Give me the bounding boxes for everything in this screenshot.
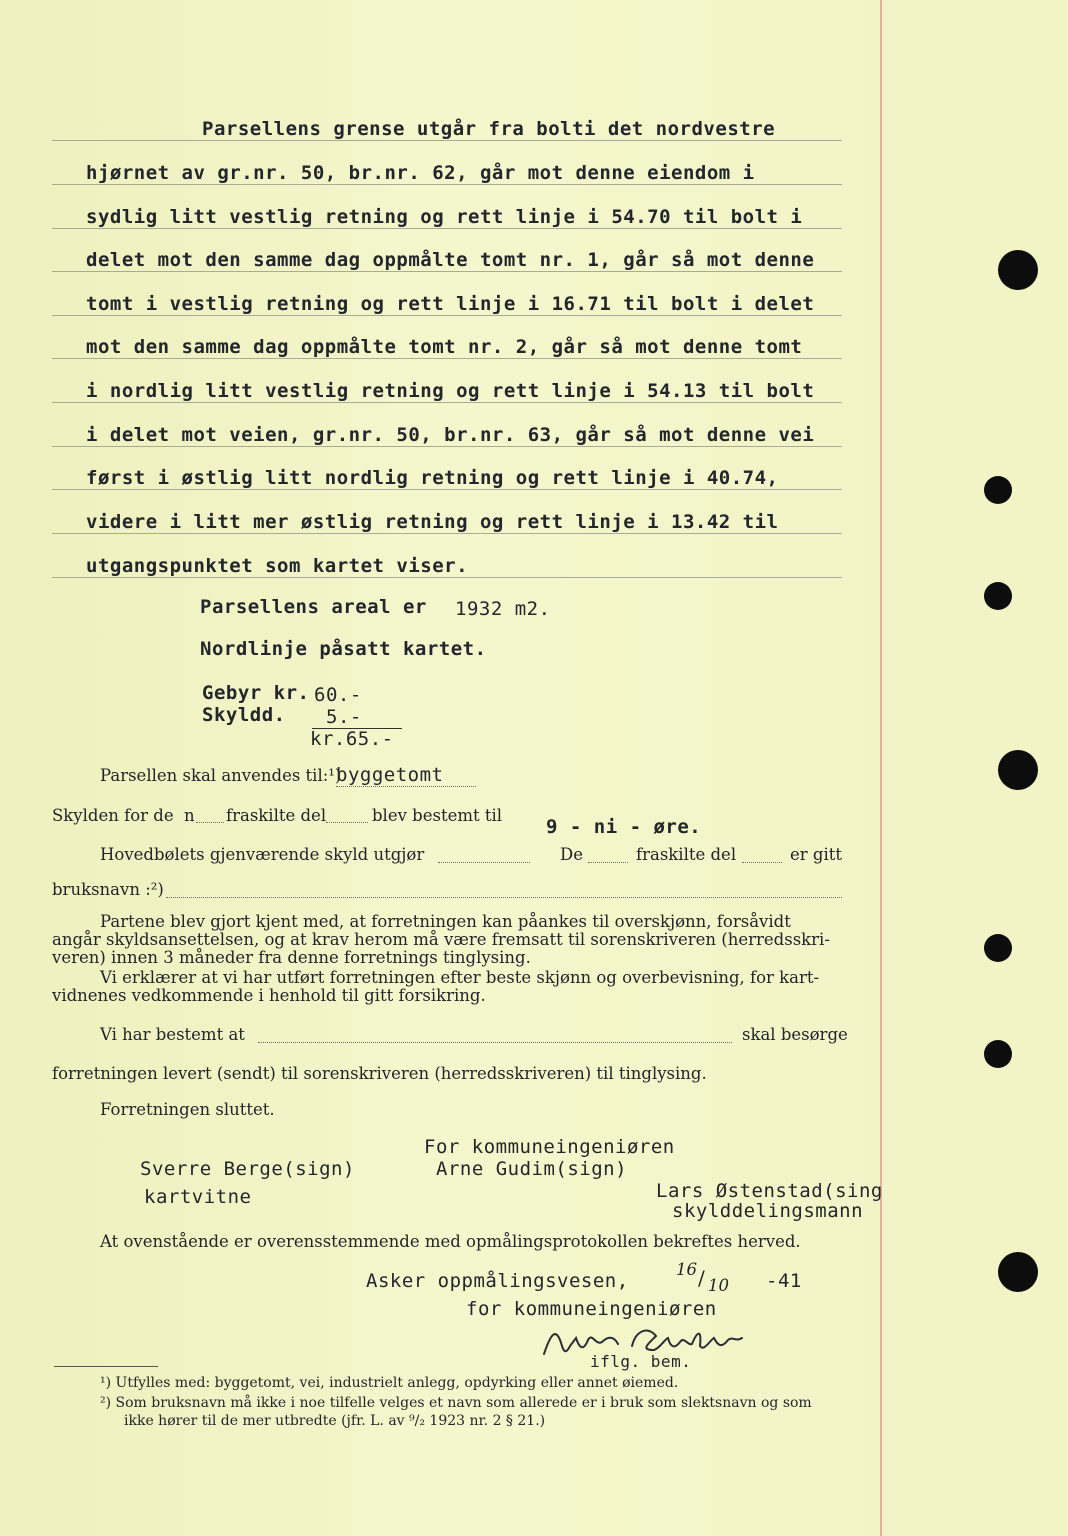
berge-role: kartvitne xyxy=(144,1186,252,1208)
for-kommune-line: For kommuneingeniøren xyxy=(424,1136,675,1158)
date-slash: / xyxy=(698,1266,705,1290)
berge-name: Sverre Berge(sign) xyxy=(140,1158,355,1180)
punch-hole xyxy=(984,476,1012,504)
margin-line xyxy=(880,0,882,1536)
levert-line: forretningen levert (sendt) til sorenskriveren (herredsskriveren) til tinglysing. xyxy=(52,1064,707,1083)
date-day: 16 xyxy=(676,1260,697,1279)
ruled-line xyxy=(52,140,842,141)
ostenstad-name: Lars Østenstad(sing xyxy=(656,1180,883,1202)
punch-hole xyxy=(984,1040,1012,1068)
certification-for: for kommuneingeniøren xyxy=(466,1298,717,1320)
skyld-value: 5.- xyxy=(326,706,362,728)
skyld-fill: n xyxy=(184,806,195,825)
para2-line: vidnenes vedkommende i henhold til gitt forsikring. xyxy=(52,986,486,1005)
skyld-value: 9 - ni - øre. xyxy=(546,816,702,838)
fee-total: kr.65.- xyxy=(310,728,394,750)
punch-hole xyxy=(984,582,1012,610)
sluttet-line: Forretningen sluttet. xyxy=(100,1100,275,1119)
typed-line: mot den samme dag oppmålte tomt nr. 2, går så mot denne tomt xyxy=(86,336,803,358)
footnote-rule xyxy=(54,1366,158,1367)
use-dotted-line xyxy=(336,786,476,787)
bestemt-label: Vi har bestemt at xyxy=(100,1025,245,1044)
punch-hole xyxy=(998,1252,1038,1292)
typed-line: delet mot den samme dag oppmålte tomt nr. 1, går så mot denne xyxy=(86,249,815,271)
typed-line: sydlig litt vestlig retning og rett linje i 54.70 til bolt i xyxy=(86,206,803,228)
gebyr-label: Gebyr kr. xyxy=(202,682,310,704)
punch-hole xyxy=(998,250,1038,290)
area-value: 1932 m2. xyxy=(455,598,551,620)
punch-hole xyxy=(998,750,1038,790)
gebyr-value: 60.- xyxy=(314,684,362,706)
dotted-line xyxy=(258,1042,732,1043)
date-year: -41 xyxy=(766,1270,802,1292)
dotted-line xyxy=(438,862,530,863)
typed-line: først i østlig litt nordlig retning og rett linje i 40.74, xyxy=(86,467,779,489)
ruled-line xyxy=(52,446,842,447)
iflg-bem: iflg. bem. xyxy=(590,1352,692,1371)
typed-line: i nordlig litt vestlig retning og rett linje i 54.13 til bolt xyxy=(86,380,815,402)
typed-line: Parsellens grense utgår fra bolti det nordvestre xyxy=(202,118,776,140)
skyld-label-a: Skylden for de xyxy=(52,806,174,825)
north-line-note: Nordlinje påsatt kartet. xyxy=(200,638,487,660)
ruled-line xyxy=(52,315,842,316)
footnote-2: ²) Som bruksnavn må ikke i noe tilfelle velges et navn som allerede er i bruk som slektsnavn og som xyxy=(100,1395,812,1411)
ruled-line xyxy=(52,489,842,490)
typed-line: videre i litt mer østlig retning og rett linje i 13.42 til xyxy=(86,511,779,533)
typed-line: tomt i vestlig retning og rett linje i 16.71 til bolt i delet xyxy=(86,293,815,315)
skyld-label-b: fraskilte del xyxy=(226,806,327,825)
footnote-2-cont: ikke hører til de mer utbredte (jfr. L. av ⁹/₂ 1923 nr. 2 § 21.) xyxy=(124,1413,546,1429)
bruksnavn-label: bruksnavn :²) xyxy=(52,880,164,899)
dotted-line xyxy=(742,862,782,863)
ruled-line xyxy=(52,228,842,229)
certification-text: At ovenstående er overensstemmende med opmålingsprotokollen bekreftes herved. xyxy=(100,1232,801,1251)
typed-line: hjørnet av gr.nr. 50, br.nr. 62, går mot denne eiendom i xyxy=(86,162,755,184)
hoved-fraskilte: fraskilte del xyxy=(636,845,737,864)
footnote-1: ¹) Utfylles med: byggetomt, vei, industrielt anlegg, opdyrking eller annet øiemed. xyxy=(100,1375,679,1391)
ruled-line xyxy=(52,533,842,534)
dotted-line xyxy=(326,822,368,823)
ruled-line xyxy=(52,577,842,578)
skyld-label: Skyldd. xyxy=(202,704,286,726)
ruled-line xyxy=(52,271,842,272)
para1-line: angår skyldsansettelsen, og at krav herom må være fremsatt til sorenskriveren (herredsskri- xyxy=(52,930,830,949)
date-month: 10 xyxy=(708,1276,729,1295)
certification-place: Asker oppmålingsvesen, xyxy=(366,1270,629,1292)
area-label: Parsellens areal er xyxy=(200,596,427,618)
bestemt-end: skal besørge xyxy=(742,1025,848,1044)
use-label: Parsellen skal anvendes til:¹) xyxy=(100,766,342,785)
para1-line: veren) innen 3 måneder fra denne forretnings tinglysing. xyxy=(52,948,531,967)
ruled-line xyxy=(52,184,842,185)
typed-line: i delet mot veien, gr.nr. 50, br.nr. 63, går så mot denne vei xyxy=(86,424,815,446)
dotted-line xyxy=(588,862,628,863)
use-value: byggetomt xyxy=(336,764,444,786)
ruled-line xyxy=(52,358,842,359)
gudim-name: Arne Gudim(sign) xyxy=(436,1158,628,1180)
hoved-de: De xyxy=(560,845,583,864)
ostenstad-role: skylddelingsmann xyxy=(672,1200,864,1222)
para1-line: Partene blev gjort kjent med, at forretningen kan påankes til overskjønn, forsåvidt xyxy=(100,912,791,931)
hoved-label: Hovedbølets gjenværende skyld utgjør xyxy=(100,845,425,864)
para2-line: Vi erklærer at vi har utført forretningen efter beste skjønn og overbevisning, for kart- xyxy=(100,968,820,987)
dotted-line xyxy=(196,822,224,823)
typed-line: utgangspunktet som kartet viser. xyxy=(86,555,469,577)
punch-hole xyxy=(984,934,1012,962)
hoved-gitt: er gitt xyxy=(790,845,842,864)
dotted-line xyxy=(166,897,842,898)
ruled-line xyxy=(52,402,842,403)
skyld-label-c: blev bestemt til xyxy=(372,806,503,825)
